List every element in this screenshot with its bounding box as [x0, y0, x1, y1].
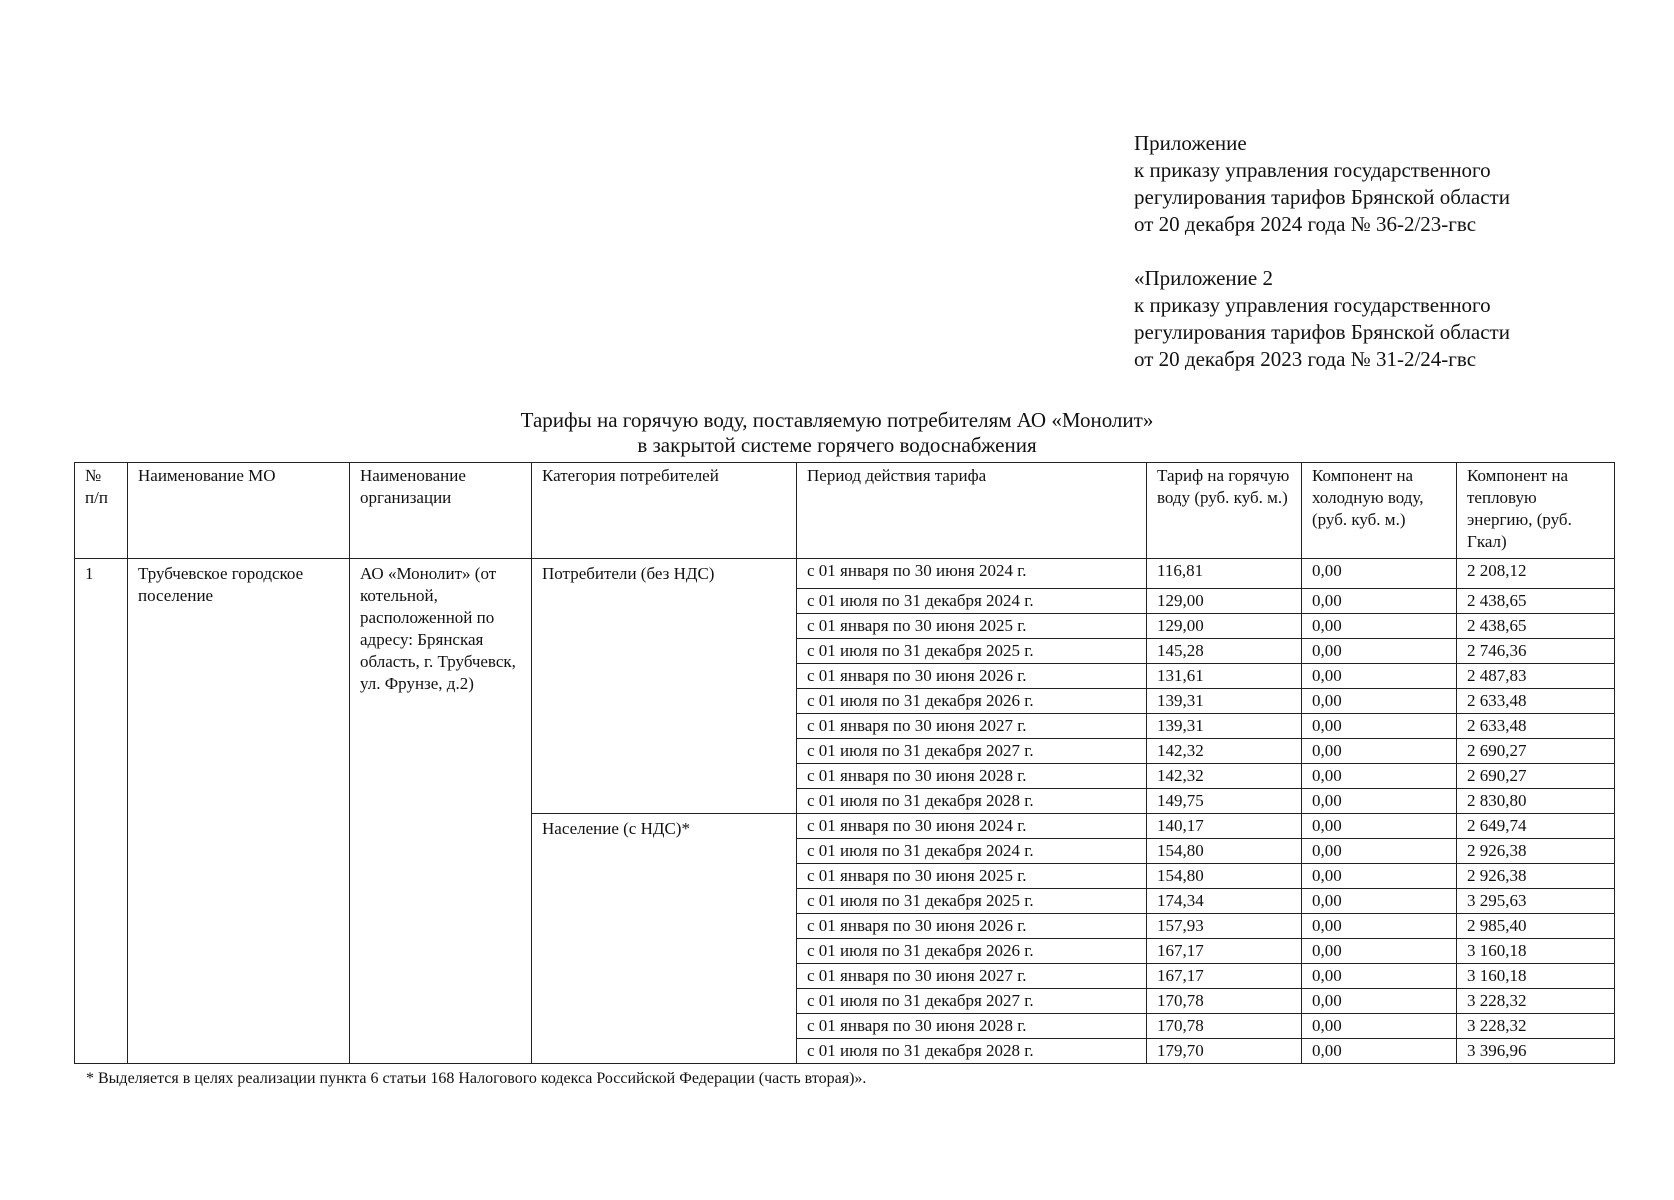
appendix-line: регулирования тарифов Брянской области [1134, 185, 1510, 209]
cell-cold-water: 0,00 [1302, 589, 1457, 614]
cell-heat-energy: 2 690,27 [1457, 739, 1615, 764]
footnote: * Выделяется в целях реализации пункта 6 статьи 168 Налогового кодекса Российской Федерации (часть вторая)». [86, 1070, 867, 1087]
cell-tariff: 139,31 [1147, 689, 1302, 714]
header-heat-energy: Компонент на тепловую энергию, (руб. Гкал) [1457, 463, 1615, 559]
cell-period: с 01 июля по 31 декабря 2028 г. [797, 1039, 1147, 1064]
appendix-line: Приложение [1134, 131, 1247, 155]
header-org: Наименование организации [350, 463, 532, 559]
cell-mo: Трубчевское городское поселение [128, 559, 350, 1064]
cell-cold-water: 0,00 [1302, 639, 1457, 664]
cell-period: с 01 января по 30 июня 2025 г. [797, 864, 1147, 889]
cell-tariff: 170,78 [1147, 989, 1302, 1014]
cell-tariff: 129,00 [1147, 614, 1302, 639]
cell-tariff: 154,80 [1147, 864, 1302, 889]
title-line-1: Тарифы на горячую воду, поставляемую потребителям АО «Монолит» [520, 408, 1154, 432]
cell-cold-water: 0,00 [1302, 789, 1457, 814]
cell-cold-water: 0,00 [1302, 989, 1457, 1014]
cell-heat-energy: 3 160,18 [1457, 939, 1615, 964]
header-period: Период действия тарифа [797, 463, 1147, 559]
cell-period: с 01 июля по 31 декабря 2024 г. [797, 589, 1147, 614]
cell-cold-water: 0,00 [1302, 914, 1457, 939]
cell-heat-energy: 2 633,48 [1457, 689, 1615, 714]
header-num: № п/п [75, 463, 128, 559]
cell-cold-water: 0,00 [1302, 714, 1457, 739]
cell-period: с 01 января по 30 июня 2027 г. [797, 714, 1147, 739]
cell-period: с 01 июля по 31 декабря 2026 г. [797, 939, 1147, 964]
cell-heat-energy: 3 295,63 [1457, 889, 1615, 914]
cell-heat-energy: 2 438,65 [1457, 589, 1615, 614]
cell-heat-energy: 3 396,96 [1457, 1039, 1615, 1064]
cell-cold-water: 0,00 [1302, 939, 1457, 964]
cell-heat-energy: 2 438,65 [1457, 614, 1615, 639]
cell-period: с 01 июля по 31 декабря 2027 г. [797, 989, 1147, 1014]
header-cold-water: Компонент на холодную воду, (руб. куб. м.) [1302, 463, 1457, 559]
cell-period: с 01 января по 30 июня 2027 г. [797, 964, 1147, 989]
cell-heat-energy: 2 926,38 [1457, 864, 1615, 889]
cell-tariff: 142,32 [1147, 739, 1302, 764]
appendix-line: от 20 декабря 2024 года № 36-2/23-гвс [1134, 212, 1477, 236]
cell-heat-energy: 2 690,27 [1457, 764, 1615, 789]
cell-tariff: 142,32 [1147, 764, 1302, 789]
cell-heat-energy: 3 160,18 [1457, 964, 1615, 989]
cell-heat-energy: 2 926,38 [1457, 839, 1615, 864]
cell-tariff: 157,93 [1147, 914, 1302, 939]
cell-period: с 01 января по 30 июня 2025 г. [797, 614, 1147, 639]
cell-period: с 01 июля по 31 декабря 2024 г. [797, 839, 1147, 864]
cell-period: с 01 июля по 31 декабря 2027 г. [797, 739, 1147, 764]
cell-cold-water: 0,00 [1302, 864, 1457, 889]
cell-tariff: 116,81 [1147, 559, 1302, 589]
cell-tariff: 170,78 [1147, 1014, 1302, 1039]
cell-tariff: 139,31 [1147, 714, 1302, 739]
cell-tariff: 167,17 [1147, 939, 1302, 964]
header-tariff: Тариф на горячую воду (руб. куб. м.) [1147, 463, 1302, 559]
table-row [75, 559, 1615, 589]
tariff-table [74, 462, 1615, 1064]
cell-cold-water: 0,00 [1302, 764, 1457, 789]
cell-heat-energy: 2 985,40 [1457, 914, 1615, 939]
cell-cold-water: 0,00 [1302, 964, 1457, 989]
cell-cold-water: 0,00 [1302, 814, 1457, 839]
cell-cold-water: 0,00 [1302, 664, 1457, 689]
cell-period: с 01 января по 30 июня 2024 г. [797, 814, 1147, 839]
cell-heat-energy: 2 830,80 [1457, 789, 1615, 814]
cell-tariff: 167,17 [1147, 964, 1302, 989]
cell-tariff: 154,80 [1147, 839, 1302, 864]
cell-tariff: 129,00 [1147, 589, 1302, 614]
cell-tariff: 131,61 [1147, 664, 1302, 689]
header-category: Категория потребителей [532, 463, 797, 559]
cell-heat-energy: 3 228,32 [1457, 989, 1615, 1014]
cell-cold-water: 0,00 [1302, 559, 1457, 589]
appendix-block-current [1134, 130, 1510, 238]
cell-cold-water: 0,00 [1302, 889, 1457, 914]
cell-num: 1 [75, 559, 128, 1064]
cell-heat-energy: 2 208,12 [1457, 559, 1615, 589]
table-header-row [75, 463, 1615, 559]
cell-heat-energy: 3 228,32 [1457, 1014, 1615, 1039]
cell-heat-energy: 2 649,74 [1457, 814, 1615, 839]
cell-cold-water: 0,00 [1302, 1039, 1457, 1064]
cell-cold-water: 0,00 [1302, 839, 1457, 864]
cell-period: с 01 января по 30 июня 2024 г. [797, 559, 1147, 589]
appendix-line: от 20 декабря 2023 года № 31-2/24-гвс [1134, 347, 1477, 371]
cell-cold-water: 0,00 [1302, 614, 1457, 639]
cell-tariff: 179,70 [1147, 1039, 1302, 1064]
header-mo: Наименование МО [128, 463, 350, 559]
cell-tariff: 140,17 [1147, 814, 1302, 839]
appendix-line: к приказу управления государственного [1134, 158, 1491, 182]
appendix-line: «Приложение 2 [1134, 266, 1273, 290]
document-title [0, 408, 1674, 458]
cell-tariff: 145,28 [1147, 639, 1302, 664]
cell-period: с 01 января по 30 июня 2026 г. [797, 664, 1147, 689]
cell-period: с 01 июля по 31 декабря 2025 г. [797, 889, 1147, 914]
cell-org: АО «Монолит» (от котельной, расположенной по адресу: Брянская область, г. Трубчевск, ул. Фрунзе, д.2) [350, 559, 532, 1064]
cell-period: с 01 июля по 31 декабря 2028 г. [797, 789, 1147, 814]
appendix-block-original [1134, 265, 1510, 373]
cell-tariff: 174,34 [1147, 889, 1302, 914]
title-line-2: в закрытой системе горячего водоснабжения [637, 433, 1037, 457]
cell-category: Население (с НДС)* [532, 814, 797, 1064]
appendix-header [1134, 130, 1510, 373]
cell-period: с 01 июля по 31 декабря 2025 г. [797, 639, 1147, 664]
cell-category: Потребители (без НДС) [532, 559, 797, 814]
cell-tariff: 149,75 [1147, 789, 1302, 814]
appendix-line: регулирования тарифов Брянской области [1134, 320, 1510, 344]
cell-heat-energy: 2 746,36 [1457, 639, 1615, 664]
table-body [75, 559, 1615, 1064]
cell-period: с 01 июля по 31 декабря 2026 г. [797, 689, 1147, 714]
cell-period: с 01 января по 30 июня 2026 г. [797, 914, 1147, 939]
cell-cold-water: 0,00 [1302, 689, 1457, 714]
cell-cold-water: 0,00 [1302, 1014, 1457, 1039]
appendix-line: к приказу управления государственного [1134, 293, 1491, 317]
cell-heat-energy: 2 487,83 [1457, 664, 1615, 689]
cell-cold-water: 0,00 [1302, 739, 1457, 764]
cell-period: с 01 января по 30 июня 2028 г. [797, 764, 1147, 789]
cell-heat-energy: 2 633,48 [1457, 714, 1615, 739]
cell-period: с 01 января по 30 июня 2028 г. [797, 1014, 1147, 1039]
